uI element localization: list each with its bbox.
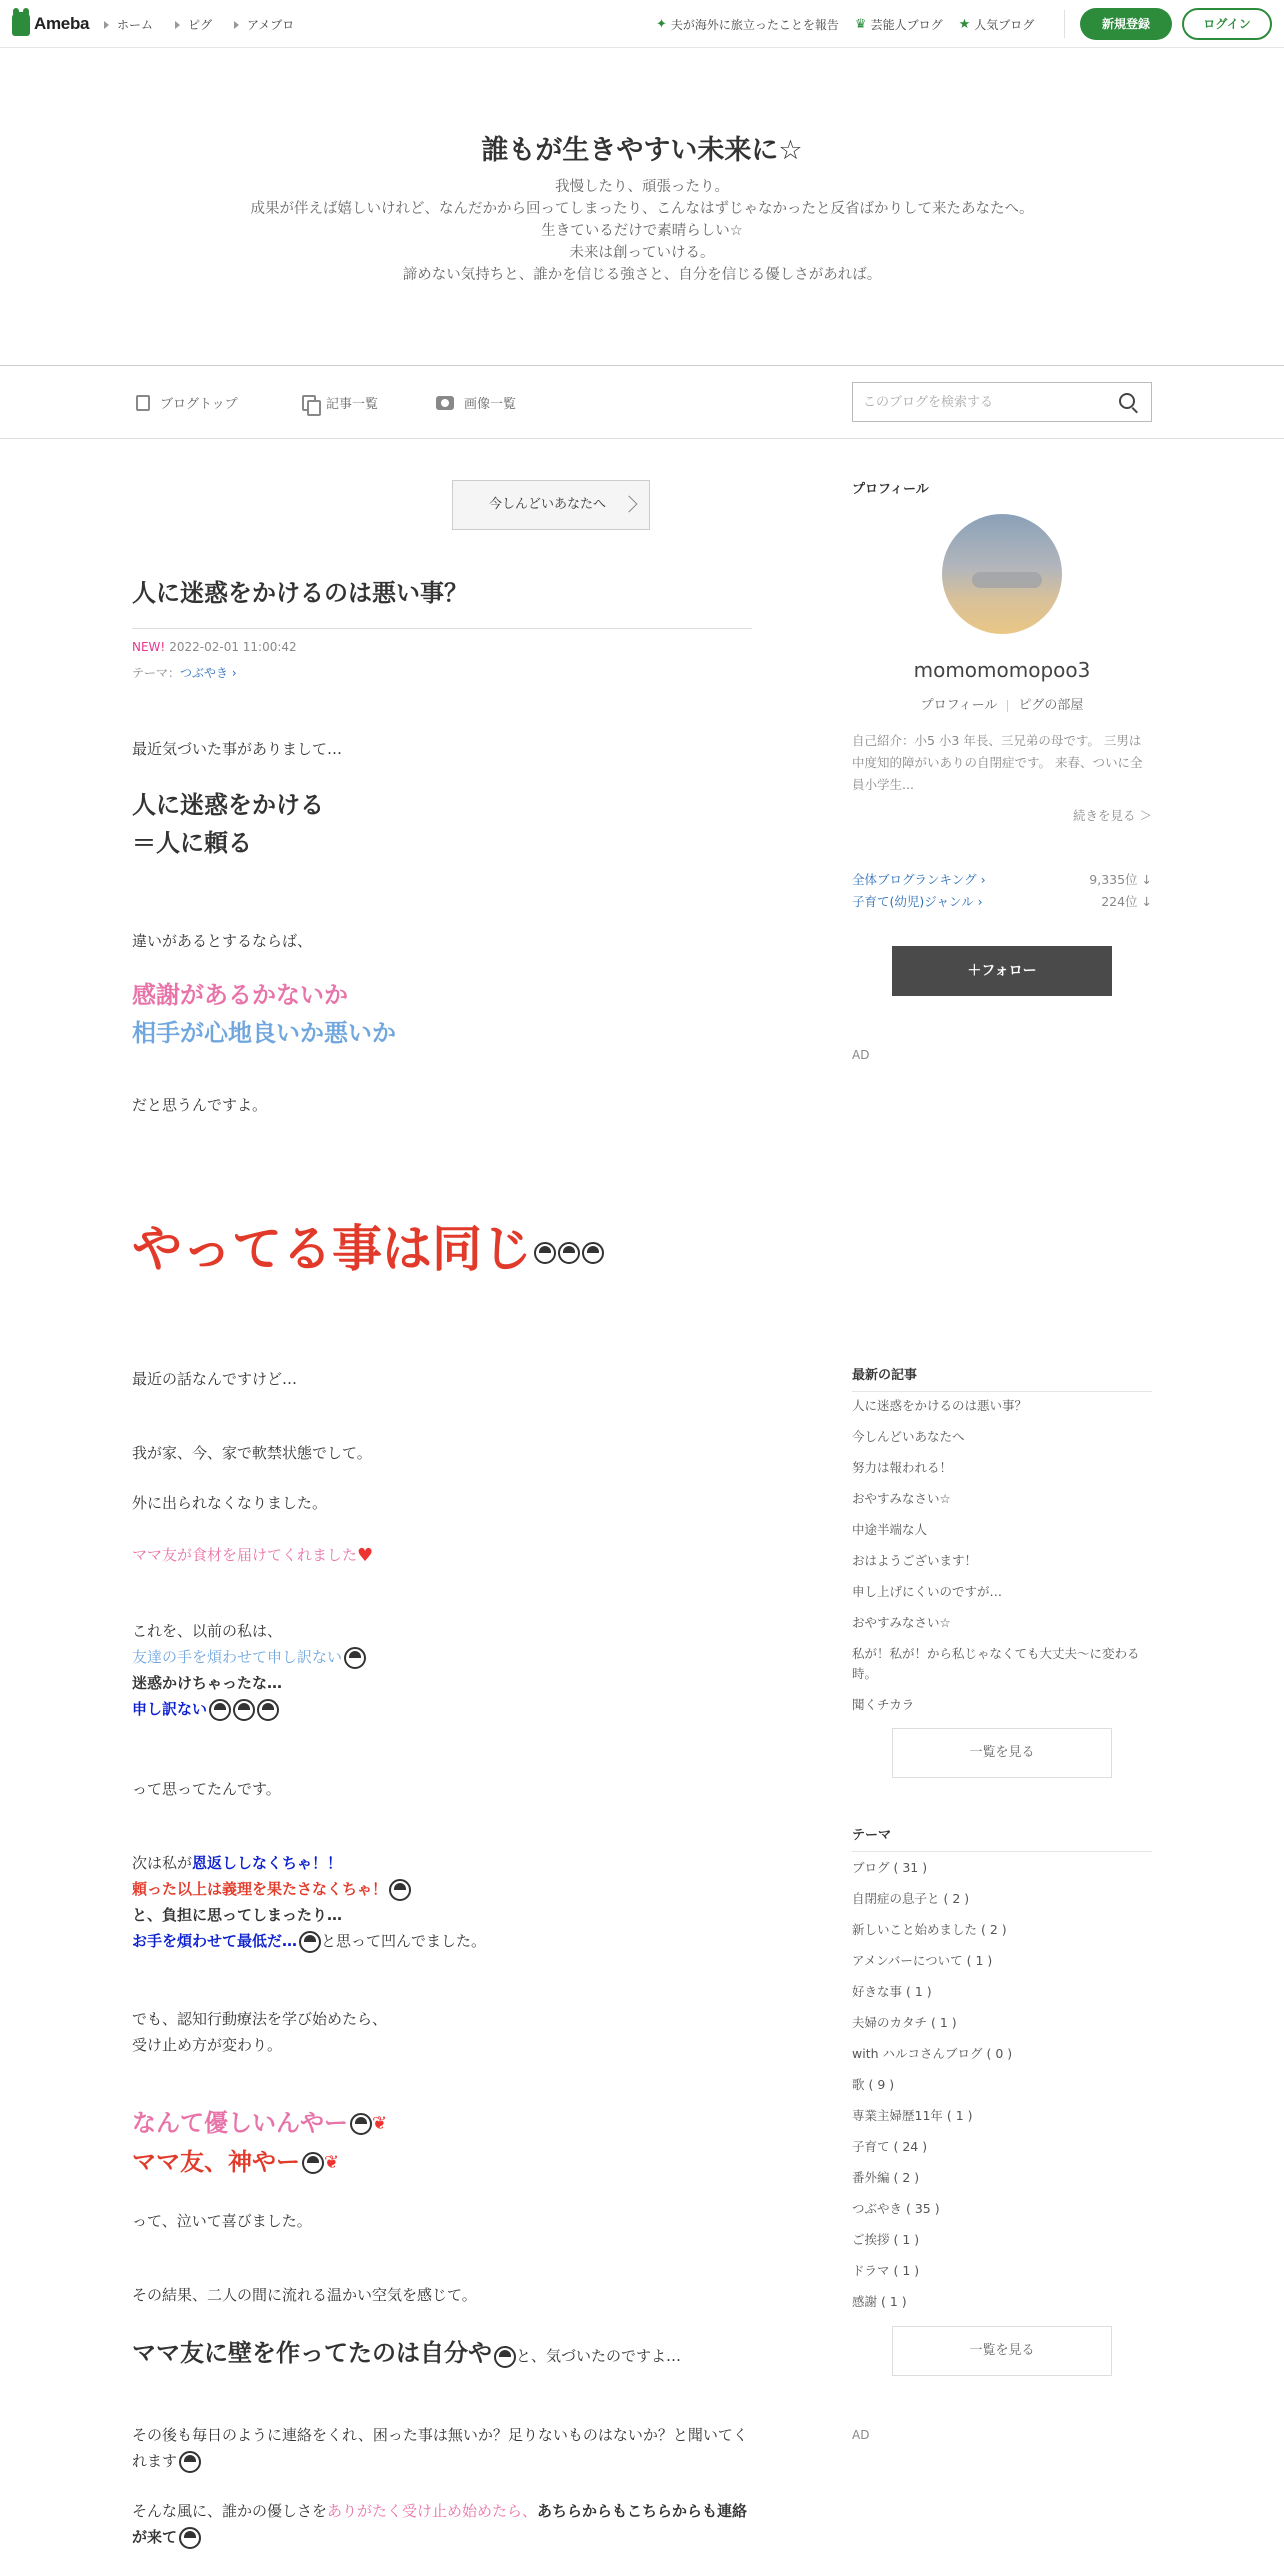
global-nav: [104, 16, 316, 33]
theme-label: テーマ：: [132, 666, 181, 680]
theme-link[interactable]: アメンバーについて ( 1 ): [852, 1953, 993, 1968]
featured-link-label: 夫が海外に旅立ったことを報告: [670, 18, 839, 32]
read-more-link[interactable]: 続きを見る ＞: [1073, 808, 1152, 823]
text-line: [132, 1850, 752, 1876]
entry-list-link[interactable]: [302, 393, 378, 412]
rabbit-emoji-icon: [389, 1879, 411, 1901]
paragraph-block: [132, 1850, 752, 1954]
ranking-value: 9,335位 ↓: [1089, 872, 1152, 887]
camera-icon: [436, 396, 454, 410]
face-emoji-icon: [558, 1242, 580, 1264]
large-text: ママ友に壁を作ってたのは自分や: [132, 2339, 492, 2367]
latest-entry-link[interactable]: おやすみなさい☆: [852, 1615, 951, 1630]
theme-link[interactable]: 新しいこと始めました ( 2 ): [852, 1922, 1007, 1937]
latest-see-all-button[interactable]: 一覧を見る: [892, 1728, 1112, 1778]
theme-heading: テーマ: [852, 1824, 1152, 1852]
bold-text-line: と、負担に思ってしまったり…: [132, 1906, 343, 1924]
divider: [1064, 10, 1065, 38]
avatar[interactable]: [942, 514, 1062, 634]
entry-list-label: 記事一覧: [326, 397, 379, 412]
triangle-right-icon: [175, 21, 180, 29]
colored-heading: [132, 2104, 752, 2182]
nav-home[interactable]: [104, 16, 153, 33]
bold-line: ＝人に頼る: [132, 829, 252, 857]
paragraph: [132, 1542, 752, 1569]
ameba-logo-icon: [12, 12, 30, 36]
prev-entry-button[interactable]: [452, 480, 650, 530]
nav-ameblo-label: アメブロ: [247, 18, 295, 32]
copy-icon: [302, 395, 316, 411]
face-emoji-icon: [302, 2152, 324, 2174]
featured-link-popular[interactable]: [959, 16, 1035, 33]
ranking-overall-link[interactable]: 全体ブログランキング ›: [852, 872, 986, 887]
blog-description-line: 未来は創っていける。: [569, 245, 715, 261]
theme-link[interactable]: 感謝 ( 1 ): [852, 2294, 907, 2309]
sparkle-heart-icon: ❦: [324, 2152, 340, 2173]
bold-line: 人に迷惑をかける: [132, 791, 324, 819]
pink-text: なんて優しいんやー: [132, 2109, 348, 2137]
face-emoji-icon: [179, 2527, 201, 2549]
latest-entry-link[interactable]: 今しんどいあなたへ: [852, 1429, 965, 1444]
profile-link[interactable]: プロフィール: [920, 698, 998, 713]
nav-ameblo[interactable]: [234, 16, 294, 33]
text-line: [132, 1876, 752, 1902]
paragraph: 外に出られなくなりました。: [132, 1494, 328, 1512]
paragraph: [132, 2498, 752, 2550]
theme-link-label: つぶやき: [180, 666, 229, 680]
latest-entry-link[interactable]: 努力は報われる！: [852, 1460, 953, 1475]
ad-label: AD: [852, 1048, 870, 1062]
theme-link[interactable]: 夫婦のカタチ ( 1 ): [852, 2015, 957, 2030]
pink-text: ママ友が食材を届けてくれました: [132, 1546, 358, 1564]
featured-link-report[interactable]: [656, 16, 839, 33]
face-emoji-icon: [350, 2113, 372, 2135]
blog-top-link[interactable]: [136, 393, 238, 412]
latest-entry-link[interactable]: おやすみなさい☆: [852, 1491, 951, 1506]
paragraph: だと思うんですよ。: [132, 1096, 268, 1114]
text-line: 受け止め方が変わり。: [132, 2036, 283, 2054]
nav-pigg-label: ピグ: [188, 18, 213, 32]
nav-pigg[interactable]: [175, 16, 212, 33]
blog-search: [852, 382, 1152, 422]
theme-link[interactable]: つぶやき ›: [180, 666, 237, 680]
paragraph: 最近気づいた事がありまして…: [132, 740, 343, 758]
latest-entry-link[interactable]: 私が！私が！から私じゃなくても大丈夫〜に変わる時。: [852, 1646, 1140, 1681]
nav-home-label: ホーム: [117, 18, 154, 32]
pink-line: 感謝があるかないか: [132, 981, 348, 1009]
document-icon: [136, 395, 150, 411]
theme-link[interactable]: 歌 ( 9 ): [852, 2077, 895, 2092]
login-button[interactable]: ログイン: [1182, 8, 1272, 40]
triangle-right-icon: [234, 21, 239, 29]
face-emoji-icon: [299, 1931, 321, 1953]
theme-link[interactable]: ご挨拶 ( 1 ): [852, 2232, 920, 2247]
bold-text: あちらからもこちらからも連絡が来て: [132, 2502, 748, 2546]
new-badge: NEW!: [132, 640, 166, 654]
paragraph: [132, 2334, 752, 2372]
blog-top-label: ブログトップ: [160, 397, 238, 412]
colored-heading: [132, 976, 752, 1052]
text-line: これを、以前の私は、: [132, 1622, 283, 1640]
blue-line: 相手が心地良いか悪いか: [132, 1019, 396, 1047]
paragraph: 我が家、今、家で軟禁状態でして。: [132, 1444, 372, 1462]
blog-description: [0, 176, 1284, 286]
prev-entry-label: 今しんどいあなたへ: [489, 497, 607, 512]
sparkle-icon: ✦: [656, 17, 667, 32]
sparkle-heart-icon: ❦: [372, 2113, 388, 2134]
red-line: [132, 2143, 752, 2182]
theme-link[interactable]: ブログ ( 31 ): [852, 1860, 928, 1875]
ad-label: AD: [852, 2428, 870, 2442]
large-heading: [132, 1214, 752, 1284]
text: と、気づいたのですよ…: [516, 2347, 682, 2365]
paragraph: その結果、二人の間に流れる温かい空気を感じて。: [132, 2286, 477, 2304]
search-icon[interactable]: [1119, 393, 1135, 409]
paragraph: [132, 2422, 752, 2474]
paragraph: って、泣いて喜びました。: [132, 2212, 312, 2230]
navy-text: 申し訳ない: [132, 1700, 208, 1718]
face-emoji-icon: [179, 2451, 201, 2473]
theme-link[interactable]: 専業主婦歴11年 ( 1 ): [852, 2108, 973, 2123]
blog-description-line: 生きているだけで素晴らしい☆: [541, 223, 743, 239]
profile-intro: 自己紹介：小5 小3 年長、三兄弟の母です。 三男は中度知的障がいありの自閉症です。 来春、ついに全員小学生...: [852, 733, 1143, 792]
paragraph-block: [132, 2006, 752, 2058]
bold-text-line: 迷惑かけちゃったな…: [132, 1674, 283, 1692]
signup-button[interactable]: 新規登録: [1080, 8, 1172, 40]
text-line: [132, 1696, 752, 1722]
featured-links: [656, 16, 1050, 33]
latest-entry-link[interactable]: 中途半端な人: [852, 1522, 928, 1537]
latest-entries-heading: 最新の記事: [852, 1364, 1152, 1392]
logo-text: Ameba: [34, 14, 90, 33]
global-header: [0, 0, 1284, 48]
theme-link[interactable]: 自閉症の息子と ( 2 ): [852, 1891, 970, 1906]
red-bold-text: 頼った以上は義理を果たさなくちゃ！: [132, 1880, 388, 1898]
ranking-label: 子育て(幼児)ジャンル: [852, 894, 974, 909]
image-list-link[interactable]: [436, 393, 516, 412]
featured-link-celebrity[interactable]: [855, 16, 943, 33]
face-emoji-icon: [257, 1699, 279, 1721]
face-emoji-icon: [344, 1647, 366, 1669]
blog-description-line: 成果が伴えば嬉しいけれど、なんだかから回ってしまったり、こんなはずじゃなかったと反省ばかりして来たあなたへ。: [250, 201, 1034, 217]
latest-entry-link[interactable]: 人に迷惑をかけるのは悪い事？: [852, 1398, 1028, 1413]
chevron-right-icon: [621, 496, 638, 513]
blog-search-input[interactable]: [863, 392, 1103, 412]
blog-description-line: 我慢したり、頑張ったり。: [555, 179, 729, 195]
text: と思って凹んでました。: [321, 1932, 487, 1950]
theme-link[interactable]: つぶやき ( 35 ): [852, 2201, 940, 2216]
face-emoji-icon: [582, 1242, 604, 1264]
ranking-label: 全体ブログランキング: [852, 872, 977, 887]
ameba-logo[interactable]: [12, 12, 89, 36]
theme-link[interactable]: ドラマ ( 1 ): [852, 2263, 920, 2278]
paragraph-block: [132, 1618, 752, 1722]
paragraph: 違いがあるとするならば、: [132, 932, 313, 950]
entry-meta: [132, 640, 297, 654]
paragraph: って思ってたんです。: [132, 1780, 281, 1798]
featured-link-label: 人気ブログ: [974, 18, 1035, 32]
blog-nav: [0, 367, 1284, 439]
blue-text: 友達の手を煩わせて申し訳ない: [132, 1648, 343, 1666]
heart-icon: ♥: [357, 1544, 374, 1566]
text-line: [132, 1928, 752, 1954]
navy-bold-text: お手を煩わせて最低だ…: [132, 1932, 298, 1950]
ranking-row: [852, 870, 1152, 888]
face-emoji-icon: [233, 1699, 255, 1721]
navy-bold-text: 恩返ししなくちゃ！！: [192, 1854, 343, 1872]
entry-title: 人に迷惑をかけるのは悪い事？: [132, 573, 752, 629]
ranking-genre-link[interactable]: 子育て(幼児)ジャンル ›: [852, 894, 983, 909]
theme-link[interactable]: 好きな事 ( 1 ): [852, 1984, 932, 1999]
ranking-row: [852, 892, 1152, 910]
text: その後も毎日のように連絡をくれ、困った事は無いか？足りないものはないか？と聞いてくれます: [132, 2426, 748, 2470]
red-text: ママ友、神やー: [132, 2148, 300, 2176]
latest-entry-link[interactable]: 聞くチカラ: [852, 1697, 915, 1712]
divider: [1007, 700, 1008, 712]
pink-text: ありがたく受け止め始めたら、: [327, 2502, 538, 2520]
profile-name[interactable]: momomomopoo3: [913, 658, 1091, 682]
theme-see-all-button[interactable]: 一覧を見る: [892, 2326, 1112, 2376]
bold-heading: [132, 786, 752, 862]
latest-entry-link[interactable]: 申し上げにくいのですが…: [852, 1584, 1003, 1599]
theme-link[interactable]: with ハルコさんブログ ( 0 ): [852, 2046, 1013, 2061]
latest-entry-link[interactable]: おはようございます！: [852, 1553, 978, 1568]
pink-line: [132, 2104, 752, 2143]
latest-entries-list: [852, 1396, 1152, 1715]
face-emoji-icon: [209, 1699, 231, 1721]
blog-title[interactable]: 誰もが生きやすい未来に☆: [481, 135, 803, 166]
follow-button[interactable]: ＋フォロー: [892, 946, 1112, 996]
blog-header: [0, 48, 1284, 366]
face-emoji-icon: [534, 1242, 556, 1264]
text-line: [132, 1644, 752, 1670]
text: 次は私が: [132, 1854, 193, 1872]
featured-link-label: 芸能人ブログ: [870, 18, 943, 32]
ranking-value: 224位 ↓: [1101, 894, 1152, 909]
crown-icon: ♛: [854, 17, 867, 32]
crying-emoji-icon: [494, 2346, 516, 2368]
large-heading-text: やってる事は同じ: [132, 1220, 532, 1278]
profile-links: [852, 694, 1152, 713]
theme-list: [852, 1858, 1152, 2312]
blog-description-line: 諦めない気持ちと、誰かを信じる強さと、自分を信じる優しさがあれば。: [402, 267, 882, 283]
pigg-room-link[interactable]: ピグの部屋: [1018, 698, 1084, 713]
entry-date: 2022-02-01 11:00:42: [169, 640, 297, 654]
profile-heading: プロフィール: [852, 482, 929, 497]
theme-link[interactable]: 番外編 ( 2 ): [852, 2170, 920, 2185]
text: そんな風に、誰かの優しさを: [132, 2502, 328, 2520]
image-list-label: 画像一覧: [464, 397, 517, 412]
theme-link[interactable]: 子育て ( 24 ): [852, 2139, 928, 2154]
triangle-right-icon: [104, 21, 109, 29]
text-line: でも、認知行動療法を学び始めたら、: [132, 2010, 388, 2028]
entry-theme: [132, 664, 237, 681]
paragraph: 最近の話なんですけど…: [132, 1370, 298, 1388]
star-icon: ★: [958, 17, 971, 32]
